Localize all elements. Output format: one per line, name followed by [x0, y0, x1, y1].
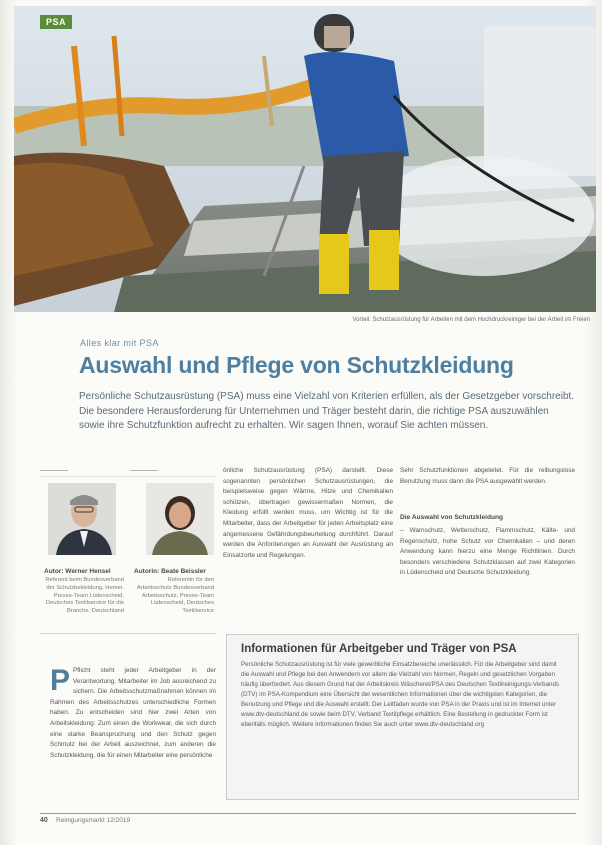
- column-subhead: Die Auswahl von Schutzkleidung: [400, 514, 504, 521]
- info-box-text: Persönliche Schutzausrüstung ist für viele gewerbliche Einsatzbereiche unerlässlich. Für die Arbeitgeber sind damit die Auswahl und Pflege bei den Anwendern vor allem die Vielzahl von Normen, Regeln und gesetzlichen Vorgaben häufig überfordert. Aus diesem Grund hat der Arbeitskreis Wäscherei/PSA des Deutschen Textilreinigungs-Verbands (DTV) im PSA-Kompendium eine Übersicht der wesentlichen Informationen über die wichtigsten Kategorien, die Benutzung und Pflege und die Auswahl erstellt. Der Leitfaden wurde von PSA in der Praxis und ist im Internet unter www.dtv-deutschland.de sowie beim DTV, Verband Textilpflege erhältlich. Eine Bestellung in gedruckter Form ist ebenfalls möglich. Weitere Informationen finden Sie auch unter www.dtv-deutschland.org: [241, 661, 560, 728]
- author-photo: [146, 483, 214, 555]
- magazine-name: Reinigungsmarkt 12/2019: [56, 817, 131, 824]
- author-role: Referentin für den Arbeitsschutz Bundesverband Arbeitsschutz, Presse-Team Lüdenscheid, Deutsches Textilservice: [136, 577, 214, 615]
- page-number: 40: [40, 817, 48, 824]
- divider: [40, 633, 216, 634]
- divider: [40, 476, 216, 477]
- body-text: Pflicht steht jeder Arbeitgeber in der Verantwortung, Mitarbeiter im Job ausreichend zu sichern. Die Arbeitsschutzmaßnahmen können im Rahmen des Arbeitsschutzes unterschiedliche Formen haben. Zu entscheiden sind hier zwei Arten von Arbeitskleidung: Zum einen die Workwear, die sich durch eine starke Beanspruchung und den Schutz gegen Schmutz bei der Arbeit auszeichnet, zum anderen die Schutzkleidung, die für einen Mitarbeiter eine persönliche: [50, 667, 216, 759]
- body-column-2: önliche Schutzausrüstung (PSA) darstellt. Diese sogenannten persönlichen Schutzausrüstungen, die beispielsweise gegen Wärme, Hitze und Chemikalien schützen, übertragen gewissermaßen Normen, die Kleidung erfüllt werden muss, um Wichtig ist für die Mitarbeiter, dass der Arbeitgeber für jeden Arbeitsplatz eine angemessene Gefährdungsbeurteilung durchführt. Darauf werden die Anforderungen an Auswahl der Ausrüstung an Einsatzorte und Regelungen.: [223, 467, 393, 559]
- lead-paragraph: Persönliche Schutzausrüstung (PSA) muss eine Vielzahl von Kriterien erfüllen, als der Gesetzgeber vorschreibt. Die besondere Herausforderung für Unternehmen und Träger besteht darin, die richtige PSA auszuwählen sowie ihre Schutzfunktion aufrecht zu erhalten. Wir sagen Ihnen, worauf Sie achten müssen.: [79, 391, 575, 432]
- divider: [40, 470, 68, 471]
- section-tag: PSA: [40, 15, 72, 29]
- drop-cap: P: [50, 666, 71, 697]
- author-role: Referent beim Bundesverband der Schutzbekleidung, Hemer. Presse-Team Lüdenscheid, Deutsches Textilservice für die Branche, Deutschland: [45, 577, 124, 615]
- photo-caption: Vorteil: Schutzausrüstung für Arbeiten mit dem Hochdruckreiniger bei der Arbeit im Freien: [352, 317, 590, 323]
- author-portrait-woman: [146, 483, 214, 555]
- hero-photo: [14, 6, 596, 312]
- footer-divider: [40, 813, 576, 814]
- info-box: [226, 634, 579, 800]
- info-box-title: Informationen für Arbeitgeber und Träger von PSA: [241, 643, 517, 655]
- kicker: Alles klar mit PSA: [80, 338, 159, 348]
- author-photo: [48, 483, 116, 555]
- body-column-3-bottom: – Warnschutz, Wetterschutz, Flammschutz, Kälte- und Regenschutz, hohe Schutz vor Chemikalien – und deren Anwendung kann hierzu eine Menge Richtlinien. Durch besonders verschiedene Schutzklassen auf zwei Kategorien in Lüdenscheid und Deutsche Schutzkleidung.: [400, 527, 575, 577]
- body-column-1: [50, 666, 216, 806]
- divider: [130, 470, 158, 471]
- author-name: Autor: Werner Hensel: [44, 568, 111, 575]
- body-column-3-top: Sehr Schutzfunktionen abgeleitet. Für die reibungslose Benutzung muss dann die PSA ausgewählt werden.: [400, 467, 575, 485]
- author-name: Autorin: Beate Beissler: [134, 568, 206, 575]
- hero-photo-illustration: [14, 6, 596, 312]
- article-title: Auswahl und Pflege von Schutzkleidung: [79, 352, 514, 378]
- author-portrait-man: [48, 483, 116, 555]
